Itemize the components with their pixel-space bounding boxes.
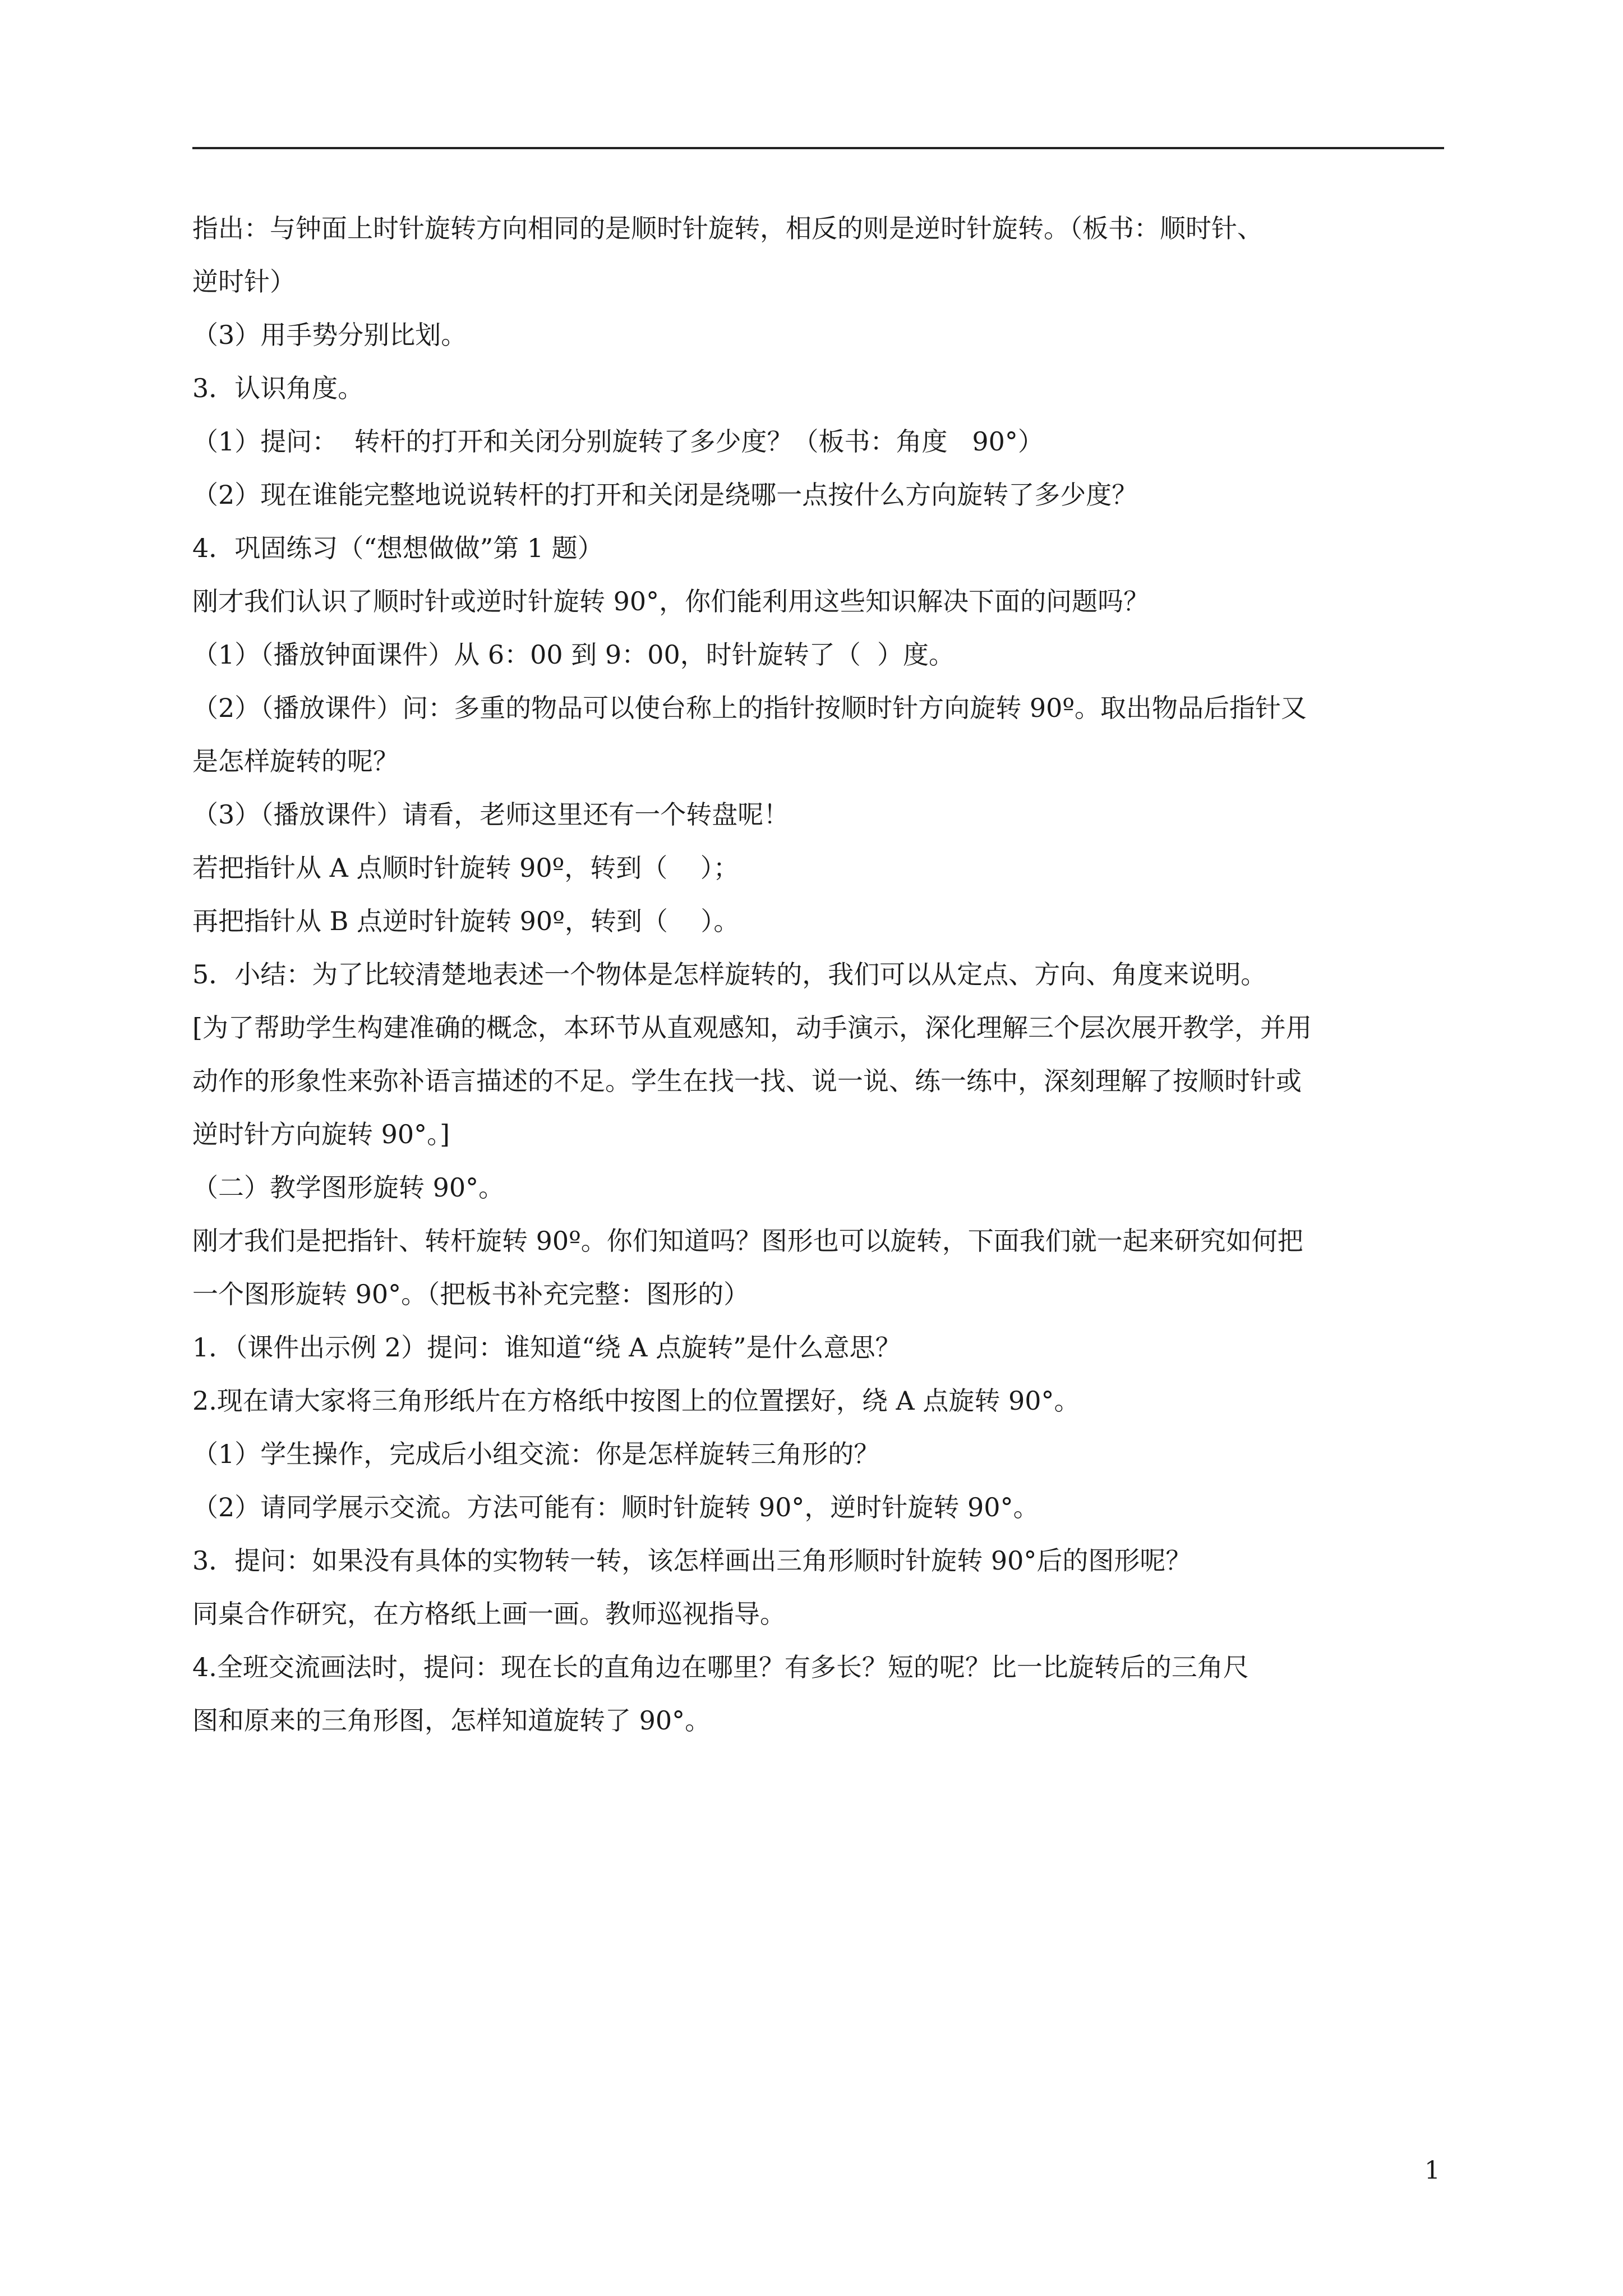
text-line: 3．认识角度。 <box>192 373 364 403</box>
text-line: 2.现在请大家将三角形纸片在方格纸中按图上的位置摆好，绕 A 点旋转 90°。 <box>192 1386 1080 1416</box>
text-line: 刚才我们是把指针、转杆旋转 90º。你们知道吗？图形也可以旋转，下面我们就一起来研究如何把 <box>192 1226 1303 1256</box>
text-line: （2）请同学展示交流。方法可能有：顺时针旋转 90°，逆时针旋转 90°。 <box>192 1492 1039 1522</box>
text-line: 刚才我们认识了顺时针或逆时针旋转 90°，你们能利用这些知识解决下面的问题吗？ <box>192 586 1150 616</box>
text-line: 5．小结：为了比较清楚地表述一个物体是怎样旋转的，我们可以从定点、方向、角度来说明。 <box>192 959 1267 990</box>
document-body <box>192 202 1444 1747</box>
text-line: （2）（播放课件）问：多重的物品可以使台称上的指针按顺时针方向旋转 90º。取出物品后指针又 <box>192 693 1307 723</box>
text-line: [为了帮助学生构建准确的概念，本环节从直观感知，动手演示，深化理解三个层次展开教学，并用 <box>192 1013 1312 1043</box>
text-line: （2）现在谁能完整地说说转杆的打开和关闭是绕哪一点按什么方向旋转了多少度？ <box>192 480 1138 510</box>
text-line: （3）（播放课件）请看，老师这里还有一个转盘呢！ <box>192 799 790 830</box>
text-line: 动作的形象性来弥补语言描述的不足。学生在找一找、说一说、练一练中，深刻理解了按顺时针或 <box>192 1066 1302 1096</box>
text-line: 再把指针从 B 点逆时针旋转 90º，转到（ ）。 <box>192 906 740 936</box>
header-rule <box>192 147 1444 149</box>
text-line: 4.全班交流画法时，提问：现在长的直角边在哪里？有多长？短的呢？比一比旋转后的三角尺 <box>192 1652 1249 1682</box>
text-line: 4．巩固练习（“想想做做”第 1 题） <box>192 533 603 563</box>
text-line: 1．（课件出示例 2）提问：谁知道“绕 A 点旋转”是什么意思？ <box>192 1332 901 1363</box>
text-line: 是怎样旋转的呢？ <box>192 746 399 776</box>
text-line: （3）用手势分别比划。 <box>192 320 467 350</box>
text-line: （1）学生操作，完成后小组交流：你是怎样旋转三角形的？ <box>192 1439 880 1469</box>
text-line: （1）（播放钟面课件）从 6：00 到 9：00，时针旋转了（ ）度。 <box>192 639 955 670</box>
text-line: 逆时针） <box>192 266 296 297</box>
text-line: 逆时针方向旋转 90°。] <box>192 1119 450 1149</box>
text-line: 图和原来的三角形图，怎样知道旋转了 90°。 <box>192 1705 711 1736</box>
text-line: 指出：与钟面上时针旋转方向相同的是顺时针旋转，相反的则是逆时针旋转。（板书：顺时针、 <box>192 213 1263 243</box>
text-line: （1）提问： 转杆的打开和关闭分别旋转了多少度？（板书：角度 90°） <box>192 426 1044 457</box>
text-line: 若把指针从 A 点顺时针旋转 90º，转到（ ）； <box>192 853 739 883</box>
text-line: 3．提问：如果没有具体的实物转一转，该怎样画出三角形顺时针旋转 90°后的图形呢？ <box>192 1545 1192 1576</box>
text-line: （二）教学图形旋转 90°。 <box>192 1172 505 1203</box>
text-line: 一个图形旋转 90°。（把板书补充完整：图形的） <box>192 1279 750 1309</box>
text-line: 同桌合作研究，在方格纸上画一画。教师巡视指导。 <box>192 1599 786 1629</box>
page-number: 1 <box>1424 2156 1440 2185</box>
